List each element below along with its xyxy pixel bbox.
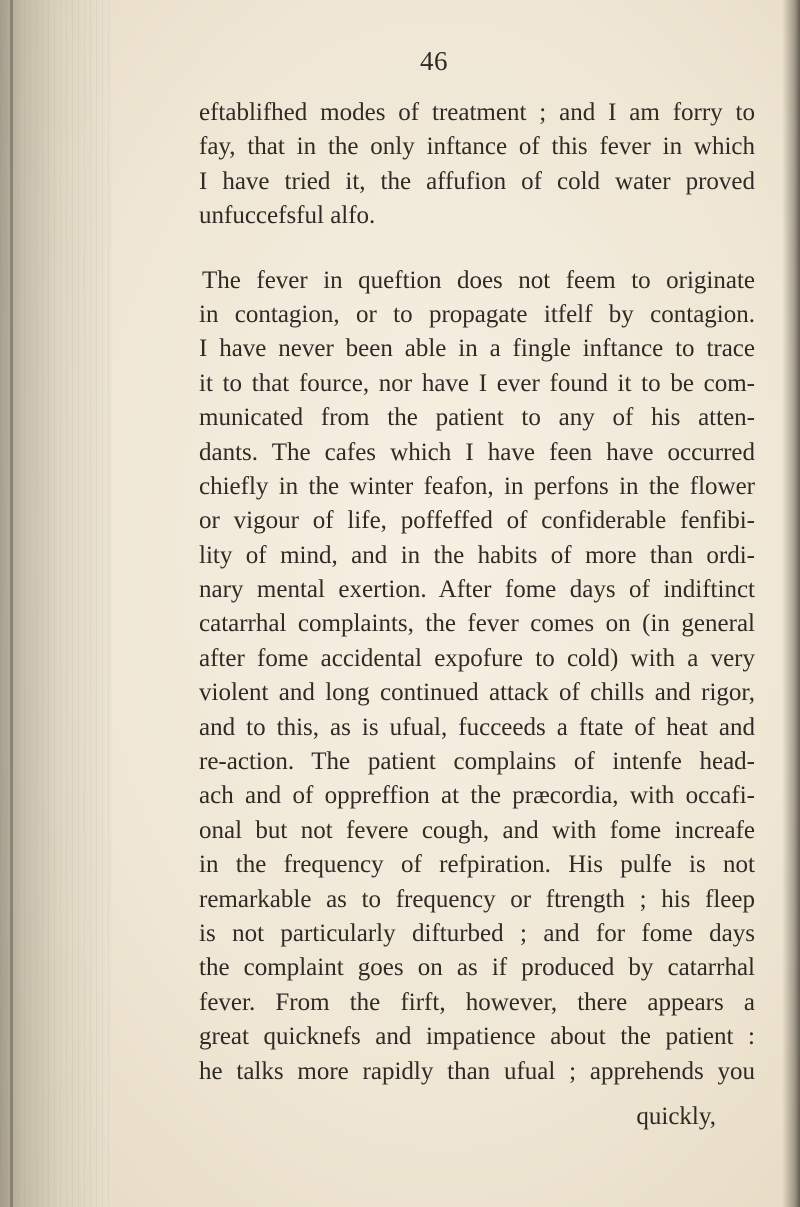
- text-line: he talks more rapidly than ufual ; apprehends you: [199, 1057, 755, 1085]
- text-line: chiefly in the winter feafon, in perfons in the flower: [199, 472, 755, 500]
- page-number: 46: [420, 46, 448, 76]
- text-line: I have tried it, the affufion of cold water proved: [199, 167, 755, 195]
- binding-edge: [10, 0, 13, 1207]
- text-line: ach and of oppreffion at the præcordia, with occafi-: [199, 782, 755, 810]
- catchword: quickly,: [636, 1103, 716, 1130]
- body-text: [199, 96, 755, 1089]
- text-line: onal but not fevere cough, and with fome increafe: [199, 816, 755, 844]
- text-line: the complaint goes on as if produced by catarrhal: [199, 954, 755, 982]
- paragraph: [199, 96, 755, 234]
- text-line: fever. From the firft, however, there appears a: [199, 988, 755, 1016]
- text-line: in the frequency of refpiration. His pulfe is not: [199, 851, 755, 879]
- text-line: violent and long continued attack of chills and rigor,: [199, 679, 755, 707]
- text-line: The fever in queftion does not feem to originate: [202, 266, 755, 294]
- text-line: re-action. The patient complains of intenfe head-: [199, 748, 755, 776]
- paragraph-gap: [199, 234, 755, 264]
- text-line: is not particularly difturbed ; and for fome days: [199, 919, 755, 947]
- text-line: in contagion, or to propagate itfelf by contagion.: [199, 300, 755, 328]
- text-line: lity of mind, and in the habits of more than ordi-: [199, 541, 755, 569]
- text-line: dants. The cafes which I have feen have occurred: [199, 438, 755, 466]
- binding-gutter: [0, 0, 112, 1207]
- text-line: after fome accidental expofure to cold) with a very: [199, 644, 755, 672]
- text-line: fay, that in the only inftance of this fever in which: [199, 133, 755, 161]
- text-line: or vigour of life, poffeffed of confiderable fenfibi-: [199, 507, 755, 535]
- text-line: great quicknefs and impatience about the patient :: [199, 1023, 755, 1051]
- text-line: I have never been able in a fingle inftance to trace: [199, 335, 755, 363]
- text-line: it to that fource, nor have I ever found it to be com-: [199, 369, 755, 397]
- text-line: catarrhal complaints, the fever comes on (in general: [199, 610, 755, 638]
- text-line: eftablifhed modes of treatment ; and I am forry to: [199, 99, 755, 126]
- text-line: nary mental exertion. After fome days of indiftinct: [199, 576, 755, 604]
- paragraph: [199, 264, 755, 1089]
- text-line: unfuccefsful alfo.: [199, 202, 376, 230]
- text-line: remarkable as to frequency or ftrength ; his fleep: [199, 885, 755, 913]
- text-line: and to this, as is ufual, fucceeds a ftate of heat and: [199, 713, 755, 741]
- page-edge-shadow: [782, 0, 800, 1207]
- text-line: municated from the patient to any of his atten-: [199, 404, 755, 432]
